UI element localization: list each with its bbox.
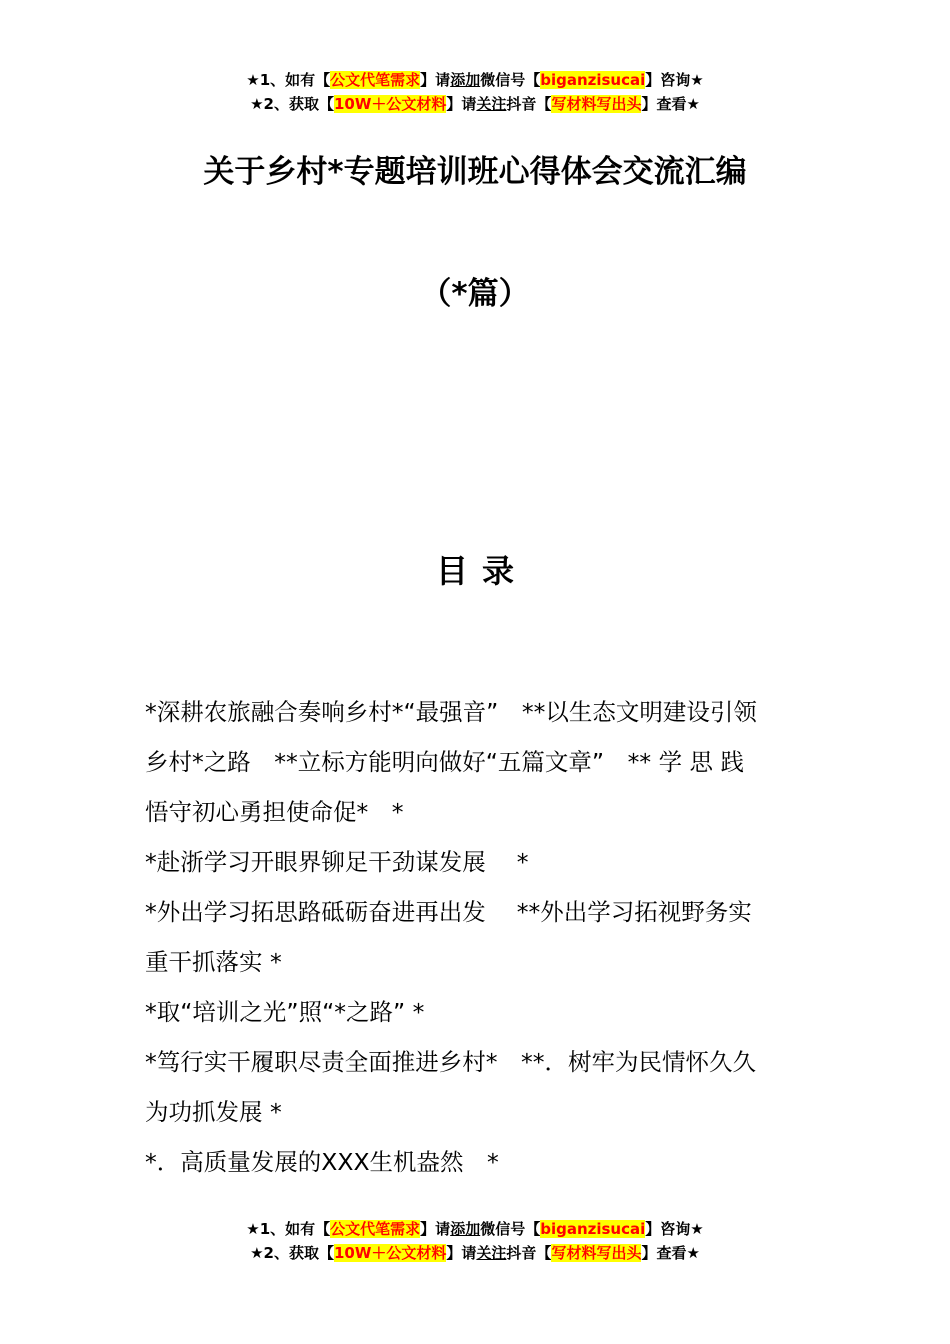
promo-text: 微信号【 xyxy=(480,1220,541,1238)
promo-header xyxy=(0,68,950,116)
promo-line-1 xyxy=(0,1217,950,1241)
promo-text: 微信号【 xyxy=(480,71,541,89)
toc-line: *深耕农旅融合奏响乡村*“最强音” **以生态文明建设引领 xyxy=(145,698,757,726)
promo-text: 】咨询★ xyxy=(645,1220,704,1238)
toc-line: *取“培训之光”照“*之路” * xyxy=(145,998,425,1026)
promo-text: 】查看★ xyxy=(641,1244,700,1262)
toc-line: 为功抓发展 * xyxy=(145,1098,282,1126)
promo-text: 】咨询★ xyxy=(645,71,704,89)
promo-highlight: biganzisucai xyxy=(540,71,646,89)
promo-text: 】请 xyxy=(420,1220,451,1238)
toc-line: 乡村*之路 **立标方能明向做好“五篇文章” ** 学 思 践 xyxy=(145,748,745,776)
toc-list xyxy=(145,687,807,1187)
toc-line: *赴浙学习开眼界铆足干劲谋发展 * xyxy=(145,848,529,876)
promo-line-2 xyxy=(0,1241,950,1265)
promo-text: 】请 xyxy=(446,95,477,113)
promo-highlight: 10W＋公文材料 xyxy=(333,1244,447,1262)
promo-underline: 关注 xyxy=(476,95,507,113)
document-subtitle: （*篇） xyxy=(420,276,530,312)
promo-text: ★1、如有【 xyxy=(246,1220,331,1238)
promo-text: ★1、如有【 xyxy=(246,71,331,89)
promo-underline: 添加 xyxy=(450,71,481,89)
promo-highlight: 公文代笔需求 xyxy=(330,71,421,89)
promo-text: 抖音【 xyxy=(506,1244,552,1262)
promo-footer xyxy=(0,1217,950,1265)
toc-line: *外出学习拓思路砥砺奋进再出发 **外出学习拓视野务实 xyxy=(145,898,752,926)
toc-heading: 目录 xyxy=(435,552,528,590)
promo-highlight: 10W＋公文材料 xyxy=(333,95,447,113)
promo-highlight: biganzisucai xyxy=(540,1220,646,1238)
promo-highlight: 写材料写出头 xyxy=(551,1244,642,1262)
promo-text: 】请 xyxy=(420,71,451,89)
promo-underline: 关注 xyxy=(476,1244,507,1262)
promo-underline: 添加 xyxy=(450,1220,481,1238)
toc-line: *笃行实干履职尽责全面推进乡村* **．树牢为民情怀久久 xyxy=(145,1048,756,1076)
promo-highlight: 公文代笔需求 xyxy=(330,1220,421,1238)
toc-line: 悟守初心勇担使命促* * xyxy=(145,798,404,826)
promo-line-1 xyxy=(0,68,950,92)
promo-text: 】查看★ xyxy=(641,95,700,113)
toc-line: 重干抓落实 * xyxy=(145,948,282,976)
promo-highlight: 写材料写出头 xyxy=(551,95,642,113)
promo-text: 】请 xyxy=(446,1244,477,1262)
promo-text: 抖音【 xyxy=(506,95,552,113)
document-title: 关于乡村*专题培训班心得体会交流汇编 xyxy=(203,154,747,190)
promo-line-2 xyxy=(0,92,950,116)
promo-text: ★2、获取【 xyxy=(250,1244,334,1262)
toc-line: *．高质量发展的XXX生机盎然 * xyxy=(145,1148,499,1176)
promo-text: ★2、获取【 xyxy=(250,95,334,113)
